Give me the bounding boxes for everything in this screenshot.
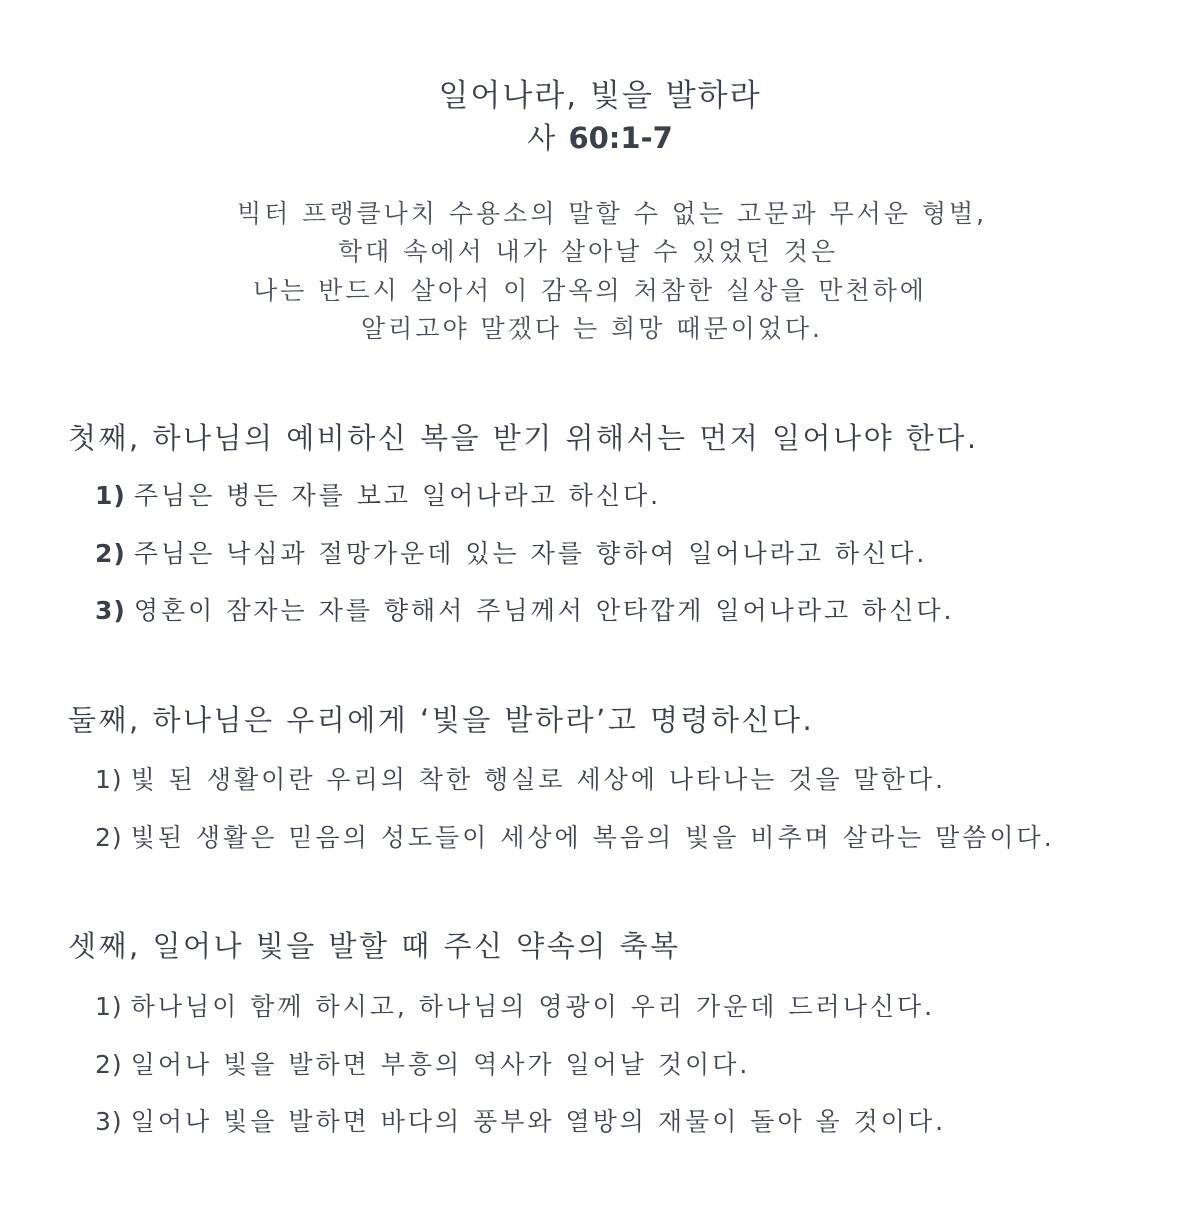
reference-passage: 60:1-7	[568, 121, 673, 155]
list-item	[95, 534, 927, 570]
item-number: 1)	[95, 481, 126, 510]
list-item	[95, 760, 946, 796]
document-title: 일어나라, 빛을 발하라	[438, 78, 762, 114]
item-number: 2)	[95, 823, 123, 852]
list-item	[95, 591, 954, 627]
item-number: 1)	[95, 992, 123, 1021]
item-number: 1)	[95, 765, 123, 794]
item-text: 주님은 병든 자를 보고 일어나라고 하신다.	[133, 481, 662, 510]
item-text: 빛된 생활은 믿음의 성도들이 세상에 복음의 빛을 비추며 살라는 말씀이다.	[130, 823, 1055, 852]
list-item	[95, 476, 661, 512]
scripture-reference	[0, 116, 1200, 157]
reference-book: 사	[527, 121, 558, 155]
item-number: 2)	[95, 1050, 123, 1079]
item-text: 영혼이 잠자는 자를 향해서 주님께서 안타깝게 일어나라고 하신다.	[133, 596, 955, 625]
item-text: 빛 된 생활이란 우리의 착한 행실로 세상에 나타나는 것을 말한다.	[130, 765, 947, 794]
list-item	[95, 818, 1055, 854]
item-text: 일어나 빛을 발하면 바다의 풍부와 열방의 재물이 돌아 올 것이다.	[130, 1107, 947, 1136]
item-text: 일어나 빛을 발하면 부흥의 역사가 일어날 것이다.	[130, 1050, 751, 1079]
intro-line: 나는 반드시 살아서 이 감옥의 처참한 실상을 만천하에	[253, 276, 927, 305]
item-number: 2)	[95, 539, 126, 568]
item-number: 3)	[95, 596, 126, 625]
intro-line: 빅터 프랭클나치 수용소의 말할 수 없는 고문과 무서운 형벌,	[236, 199, 988, 228]
intro-line: 알리고야 말겠다 는 희망 때문이었다.	[361, 314, 823, 343]
list-item	[95, 1045, 750, 1081]
item-number: 3)	[95, 1107, 123, 1136]
section-heading-first: 첫째, 하나님의 예비하신 복을 받기 위해서는 먼저 일어나야 한다.	[68, 421, 979, 455]
item-text: 주님은 낙심과 절망가운데 있는 자를 향하여 일어나라고 하신다.	[133, 539, 928, 568]
section-heading-third: 셋째, 일어나 빛을 발할 때 주신 약속의 축복	[68, 929, 681, 963]
list-item	[95, 1102, 946, 1138]
item-text: 하나님이 함께 하시고, 하나님의 영광이 우리 가운데 드러나신다.	[130, 992, 936, 1021]
list-item	[95, 987, 935, 1023]
intro-line: 학대 속에서 내가 살아날 수 있었던 것은	[337, 237, 839, 266]
section-heading-second: 둘째, 하나님은 우리에게 ‘빛을 발하라’고 명령하신다.	[68, 703, 815, 737]
